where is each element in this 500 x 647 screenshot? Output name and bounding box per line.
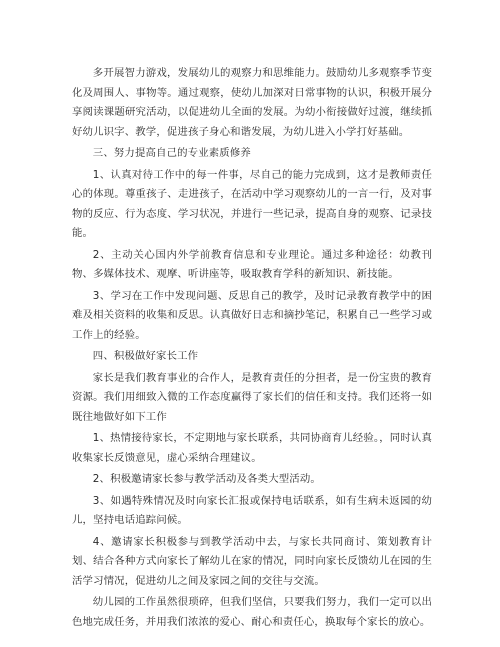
section-heading-3: 三、努力提高自己的专业素质修养 <box>92 147 251 159</box>
paragraph-3-3: 3、学习在工作中发现问题、反思自己的教学，及时记录教育教学中的困难及相关资料的收集和反思。认真做好日志和摘抄笔记，积累自己一些学习或工作上的经验。 <box>72 289 432 341</box>
document-body <box>72 64 432 632</box>
paragraph-4-4: 4、邀请家长积极参与到教学活动中去，与家长共同商讨、策划教育计划、结合各种方式向家长了解幼儿在家的情况，同时向家长反馈幼儿在园的生活学习情况，促进幼儿之间及家园之间的交往与交流。 <box>72 535 432 587</box>
paragraph-3-1: 1、认真对待工作中的每一件事，尽自己的能力完成到，这才是教师责任心的体现。尊重孩子、走进孩子，在活动中学习观察幼儿的一言一行，及对事物的反应、行为态度、学习状况，并进行一些记录，提高自身的观察、记录技能。 <box>72 168 432 239</box>
paragraph-intro: 多开展智力游戏，发展幼儿的观察力和思维能力。鼓励幼儿多观察季节变化及周围人、事物等。通过观察，使幼儿加深对日常事物的认识，积极开展分享阅读课题研究活动，以促进幼儿全面的发展。为幼小衔接做好过渡，继续抓好幼儿识字、教学，促进孩子身心和谐发展，为幼儿进入小学打好基础。 <box>72 67 432 138</box>
paragraph-4-1: 1、热情接待家长，不定期地与家长联系，共同协商育儿经验。，同时认真收集家长反馈意见，虚心采纳合理建议。 <box>72 432 432 464</box>
paragraph-closing: 幼儿园的工作虽然很琐碎，但我们坚信，只要我们努力，我们一定可以出色地完成任务，并用我们浓浓的爱心、耐心和责任心，换取每个家长的放心。 <box>72 596 432 628</box>
section-heading-4: 四、积极做好家长工作 <box>92 350 199 362</box>
paragraph-3-2: 2、主动关心国内外学前教育信息和专业理论。通过多种途径：幼教刊物、多媒体技术、观摩、听讲座等，吸取教育学科的新知识、新技能。 <box>72 248 432 280</box>
paragraph-4-2: 2、积极邀请家长参与教学活动及各类大型活动。 <box>92 473 321 485</box>
paragraph-4-3: 3、如遇特殊情况及时向家长汇报或保持电话联系，如有生病未返园的幼儿，坚持电话追踪问候。 <box>72 494 432 526</box>
paragraph-4-intro: 家长是我们教育事业的合作人，是教育责任的分担者，是一份宝贵的教育资源。我们用细致入微的工作态度赢得了家长们的信任和支持。我们还将一如既往地做好如下工作 <box>72 371 432 423</box>
